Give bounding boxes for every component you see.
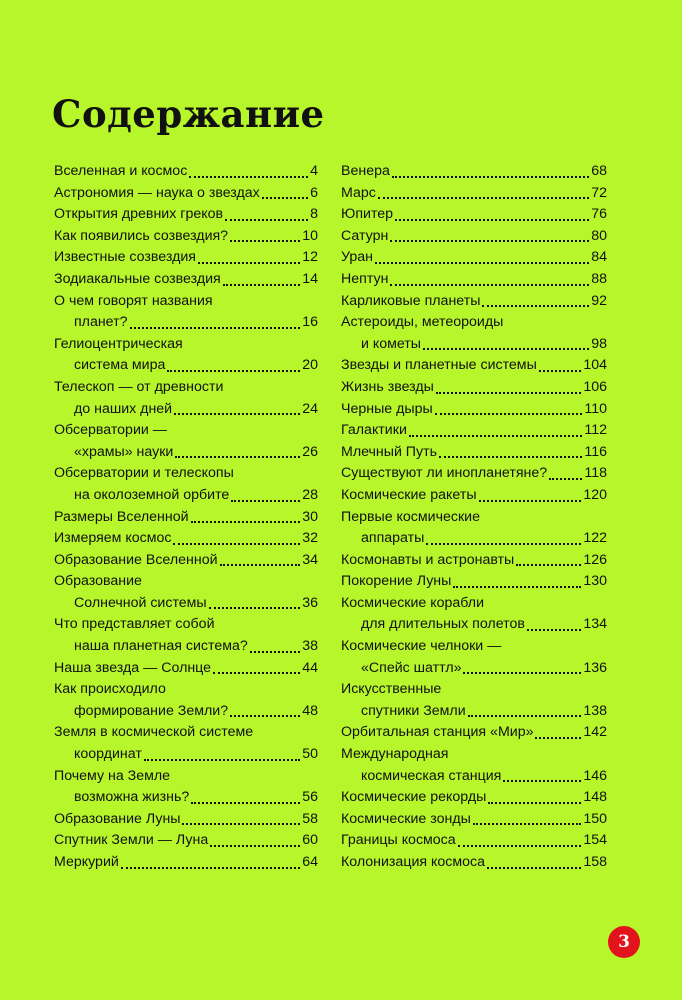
toc-entry[interactable] <box>54 571 318 614</box>
dot-leader <box>487 867 581 869</box>
dot-leader <box>231 500 300 502</box>
toc-entry-page: 106 <box>583 378 607 395</box>
toc-entry-title: координат <box>74 746 142 763</box>
toc-entry-title: Образование Вселенной <box>54 551 218 568</box>
dot-leader <box>390 240 589 242</box>
toc-entry-page: 154 <box>583 832 607 849</box>
toc-entry-title: Обсерватории — <box>54 422 167 439</box>
dot-leader <box>535 737 581 739</box>
toc-entry[interactable] <box>341 161 607 183</box>
toc-entry[interactable] <box>54 291 318 334</box>
dot-leader <box>182 823 300 825</box>
toc-entry[interactable] <box>341 312 607 355</box>
dot-leader <box>378 197 589 199</box>
toc-entry[interactable] <box>341 485 607 507</box>
toc-entry-page: 122 <box>583 530 607 547</box>
dot-leader <box>189 176 308 178</box>
toc-entry-title: Существуют ли инопланетяне? <box>341 465 548 482</box>
toc-entry[interactable] <box>54 204 318 226</box>
dot-leader <box>175 456 300 458</box>
toc-entry-title: Земля в космической системе <box>54 724 254 741</box>
toc-entry-title: Юпитер <box>341 206 394 223</box>
toc-entry-page: 148 <box>583 789 607 806</box>
toc-entry-page: 34 <box>302 551 318 568</box>
toc-entry-title: Почему на Земле <box>54 767 171 784</box>
toc-entry-page: 60 <box>302 832 318 849</box>
toc-entry[interactable] <box>341 377 607 399</box>
toc-entry-title: Покорение Луны <box>341 573 452 590</box>
dot-leader <box>173 543 300 545</box>
dot-leader <box>262 197 308 199</box>
toc-entry-page: 126 <box>583 551 607 568</box>
toc-entry[interactable] <box>341 550 607 572</box>
toc-entry-page: 134 <box>583 616 607 633</box>
dot-leader <box>527 629 581 631</box>
toc-entry[interactable] <box>54 507 318 529</box>
toc-entry[interactable] <box>341 787 607 809</box>
toc-entry[interactable] <box>54 852 318 874</box>
dot-leader <box>230 240 300 242</box>
dot-leader <box>482 305 589 307</box>
toc-entry-page: 56 <box>302 789 318 806</box>
toc-entry-page: 20 <box>302 357 318 374</box>
toc-entry[interactable] <box>341 852 607 874</box>
toc-entry[interactable] <box>341 722 607 744</box>
toc-entry-title: Космические рекорды <box>341 789 487 806</box>
toc-entry-page: 136 <box>583 659 607 676</box>
toc-entry-title: Млечный Путь <box>341 443 437 460</box>
toc-entry[interactable] <box>341 269 607 291</box>
dot-leader <box>435 413 583 415</box>
toc-entry[interactable] <box>54 809 318 831</box>
toc-entry-page: 50 <box>302 746 318 763</box>
toc-entry-page: 36 <box>302 594 318 611</box>
dot-leader <box>516 564 581 566</box>
dot-leader <box>423 348 589 350</box>
toc-entry-page: 26 <box>302 443 318 460</box>
toc-entry[interactable] <box>341 636 607 679</box>
dot-leader <box>191 521 301 523</box>
dot-leader <box>174 413 300 415</box>
toc-entry-page: 28 <box>302 486 318 503</box>
dot-leader <box>458 845 582 847</box>
dot-leader <box>130 327 301 329</box>
toc-entry-title: Образование Луны <box>54 810 181 827</box>
toc-entry-title: Обсерватории и телескопы <box>54 465 234 482</box>
toc-entry[interactable] <box>341 442 607 464</box>
toc-entry-title: «храмы» науки <box>74 443 174 460</box>
toc-entry-title: Искусственные <box>341 681 442 698</box>
toc-entry[interactable] <box>341 507 607 550</box>
toc-entry-title: Границы космоса <box>341 832 456 849</box>
dot-leader <box>191 802 300 804</box>
toc-entry-title: Космические ракеты <box>341 486 477 503</box>
dot-leader <box>549 478 582 480</box>
toc-entry-title: Уран <box>341 249 373 266</box>
dot-leader <box>223 284 301 286</box>
toc-entry[interactable] <box>54 550 318 572</box>
toc-entry-title: система мира <box>74 357 166 374</box>
toc-entry-title: Образование <box>54 573 142 590</box>
toc-entry-page: 118 <box>584 465 607 482</box>
toc-entry-title: Размеры Вселенной <box>54 508 189 525</box>
toc-entry-title: Открытия древних греков <box>54 206 224 223</box>
toc-entry-page: 142 <box>583 724 607 741</box>
toc-entry-title: Нептун <box>341 270 389 287</box>
toc-entry-page: 112 <box>584 422 607 439</box>
toc-entry-title: О чем говорят названия <box>54 292 213 309</box>
toc-entry-title: для длительных полетов <box>361 616 525 633</box>
toc-entry-page: 116 <box>584 443 607 460</box>
dot-leader <box>395 219 589 221</box>
toc-entry-page: 24 <box>302 400 318 417</box>
toc-entry-page: 12 <box>302 249 318 266</box>
toc-entry[interactable] <box>341 830 607 852</box>
toc-entry[interactable] <box>341 226 607 248</box>
toc-column-left <box>54 161 318 874</box>
toc-entry-page: 150 <box>583 810 607 827</box>
toc-entry-page: 88 <box>591 270 607 287</box>
toc-entry[interactable] <box>54 247 318 269</box>
dot-leader <box>463 672 581 674</box>
toc-entry-page: 6 <box>310 184 318 201</box>
toc-entry-title: Спутник Земли — Луна <box>54 832 209 849</box>
dot-leader <box>479 500 582 502</box>
toc-entry-title: Космические челноки — <box>341 638 502 655</box>
toc-entry-title: Телескоп — от древности <box>54 378 224 395</box>
dot-leader <box>468 715 582 717</box>
toc-entry-title: и кометы <box>361 335 421 352</box>
toc-entry[interactable] <box>54 528 318 550</box>
toc-entry-title: космическая станция <box>361 767 502 784</box>
toc-entry-page: 48 <box>302 702 318 719</box>
toc-entry[interactable] <box>54 722 318 765</box>
toc-entry-title: планет? <box>74 314 128 331</box>
toc-entry-title: Жизнь звезды <box>341 378 434 395</box>
dot-leader <box>488 802 581 804</box>
toc-entry[interactable] <box>341 571 607 593</box>
toc-entry-page: 104 <box>583 357 607 374</box>
toc-entry-title: до наших дней <box>74 400 173 417</box>
toc-entry-page: 84 <box>591 249 607 266</box>
dot-leader <box>473 823 582 825</box>
dot-leader <box>144 759 300 761</box>
page-title: Содержание <box>52 92 325 136</box>
dot-leader <box>198 262 300 264</box>
toc-entry[interactable] <box>54 830 318 852</box>
dot-leader <box>392 176 589 178</box>
toc-entry-title: Карликовые планеты <box>341 292 481 309</box>
toc-entry-page: 64 <box>302 854 318 870</box>
dot-leader <box>121 867 300 869</box>
toc-entry-title: Галактики <box>341 422 407 439</box>
toc-entry[interactable] <box>54 658 318 680</box>
toc-entry-title: спутники Земли <box>361 702 466 719</box>
toc-entry-title: Наша звезда — Солнце <box>54 659 212 676</box>
dot-leader <box>230 715 300 717</box>
toc-entry[interactable] <box>341 399 607 421</box>
toc-entry-title: Венера <box>341 163 390 179</box>
toc-entry[interactable] <box>54 334 318 377</box>
toc-entry-page: 10 <box>302 227 318 244</box>
dot-leader <box>375 262 589 264</box>
toc-entry-title: Как появились созвездия? <box>54 227 229 244</box>
dot-leader <box>439 456 582 458</box>
toc-entry[interactable] <box>54 766 318 809</box>
toc-entry-title: Вселенная и космос <box>54 163 188 179</box>
toc-entry-page: 146 <box>583 767 607 784</box>
toc-entry-title: «Спейс шаттл» <box>361 659 462 676</box>
toc-entry-page: 16 <box>302 314 318 331</box>
dot-leader <box>167 370 300 372</box>
toc-entry[interactable] <box>54 269 318 291</box>
toc-entry-title: Солнечной системы <box>74 594 207 611</box>
toc-entry[interactable] <box>54 161 318 183</box>
toc-entry-page: 4 <box>310 163 318 179</box>
toc-entry-title: Как происходило <box>54 681 166 698</box>
dot-leader <box>436 392 582 394</box>
toc-entry-title: Сатурн <box>341 227 389 244</box>
toc-entry-title: Международная <box>341 746 449 763</box>
toc-entry[interactable] <box>341 183 607 205</box>
toc-entry-title: Гелиоцентрическая <box>54 335 183 352</box>
toc-entry-title: Измеряем космос <box>54 530 172 547</box>
dot-leader <box>220 564 301 566</box>
toc-entry-title: Марс <box>341 184 376 201</box>
toc-entry-page: 32 <box>302 530 318 547</box>
toc-entry[interactable] <box>341 420 607 442</box>
toc-entry-page: 138 <box>583 702 607 719</box>
dot-leader <box>426 543 581 545</box>
toc-entry-title: Космические корабли <box>341 594 484 611</box>
toc-entry-title: Известные созвездия <box>54 249 196 266</box>
toc-entry[interactable] <box>341 204 607 226</box>
toc-entry[interactable] <box>341 463 607 485</box>
toc-entry[interactable] <box>341 809 607 831</box>
dot-leader <box>539 370 582 372</box>
toc-entry-title: Что представляет собой <box>54 616 215 633</box>
dot-leader <box>213 672 300 674</box>
toc-entry-title: возможна жизнь? <box>74 789 190 806</box>
toc-entry-page: 38 <box>302 638 318 655</box>
toc-entry-page: 8 <box>310 206 318 223</box>
dot-leader <box>409 435 583 437</box>
toc-entry-title: наша планетная система? <box>74 638 248 655</box>
toc-entry[interactable] <box>54 420 318 463</box>
toc-entry-page: 110 <box>584 400 607 417</box>
toc-entry-page: 158 <box>583 854 607 870</box>
toc-entry[interactable] <box>341 744 607 787</box>
toc-entry[interactable] <box>54 463 318 506</box>
toc-entry-title: Меркурий <box>54 854 119 870</box>
toc-entry-title: Космонавты и астронавты <box>341 551 515 568</box>
toc-entry-title: Зодиакальные созвездия <box>54 270 221 287</box>
toc-entry-page: 44 <box>302 659 318 676</box>
dot-leader <box>503 780 581 782</box>
toc-entry-title: формирование Земли? <box>74 702 229 719</box>
dot-leader <box>390 284 589 286</box>
dot-leader <box>250 651 300 653</box>
toc-entry-title: Астрономия — наука о звездах <box>54 184 260 201</box>
toc-entry-page: 76 <box>591 206 607 223</box>
toc-entry-title: Черные дыры <box>341 400 433 417</box>
toc-entry[interactable] <box>54 679 318 722</box>
toc-entry-page: 72 <box>591 184 607 201</box>
toc-entry[interactable] <box>341 593 607 636</box>
toc-entry[interactable] <box>54 377 318 420</box>
toc-entry-page: 30 <box>302 508 318 525</box>
dot-leader <box>209 607 301 609</box>
toc-entry-title: Орбитальная станция «Мир» <box>341 724 534 741</box>
toc-entry-title: Звезды и планетные системы <box>341 357 537 374</box>
toc-entry-page: 92 <box>591 292 607 309</box>
dot-leader <box>453 586 581 588</box>
toc-entry[interactable] <box>54 183 318 205</box>
toc-entry-title: аппараты <box>361 530 425 547</box>
toc-entry-title: Астероиды, метеороиды <box>341 314 504 331</box>
dot-leader <box>225 219 308 221</box>
toc-entry[interactable] <box>54 226 318 248</box>
toc-entry-page: 120 <box>583 486 607 503</box>
toc-entry-title: на околоземной орбите <box>74 486 230 503</box>
toc-entry-page: 80 <box>591 227 607 244</box>
toc-entry-page: 130 <box>583 573 607 590</box>
toc-entry-page: 58 <box>302 810 318 827</box>
toc-entry[interactable] <box>341 355 607 377</box>
toc-entry-title: Колонизация космоса <box>341 854 485 870</box>
toc-entry[interactable] <box>54 614 318 657</box>
toc-column-right <box>341 161 607 874</box>
toc-entry-page: 68 <box>591 163 607 179</box>
toc-entry[interactable] <box>341 291 607 313</box>
toc-entry-title: Первые космические <box>341 508 480 525</box>
toc-entry-title: Космические зонды <box>341 810 471 827</box>
toc-entry[interactable] <box>341 679 607 722</box>
page-number-badge: 3 <box>608 926 640 958</box>
dot-leader <box>210 845 300 847</box>
toc-entry-page: 14 <box>302 270 318 287</box>
toc-entry-page: 98 <box>591 335 607 352</box>
toc-entry[interactable] <box>341 247 607 269</box>
